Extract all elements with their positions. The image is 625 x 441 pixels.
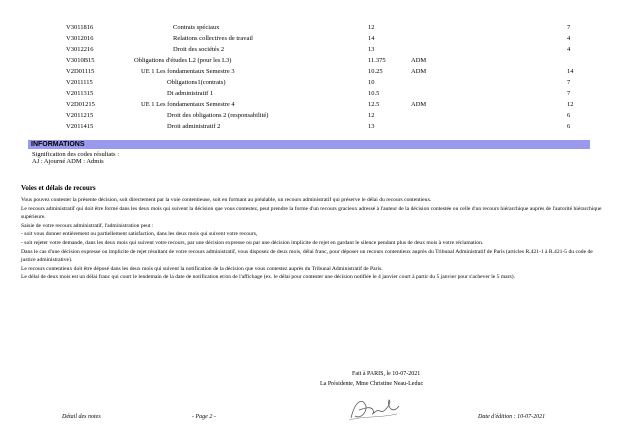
course-label: Contrats spéciaux [173,24,220,31]
course-code: V3012216 [66,46,94,53]
table-row [58,55,613,66]
paragraph: Dans le cas d'une décision expresse ou implicite de rejet résultant de votre recours administratif, vous disposez de deux mois, délai franc, pour déposer un recours contentieux auprès du Tribunal Administratif de Paris (articles R.421-1 à R.421-5 du code de justice administrative). [21,248,593,264]
footer-date: Date d'édition : 10-07-2021 [478,414,546,420]
footer-left: Détail des notes [62,414,101,420]
course-label: Droit des obligations 2 (responsabilité) [167,112,269,119]
codes-legend: AJ : Ajourné ADM : Admis [32,158,104,165]
course-grade: 13 [368,46,375,53]
course-credits: 7 [567,24,571,31]
course-label: UE 1 Les fondamentaux Semestre 4 [141,101,235,108]
course-code: V2D01115 [66,68,95,75]
course-label: Droit des sociétés 2 [173,46,225,53]
signature-image [345,394,405,424]
course-code: V3010B15 [66,57,95,64]
course-credits: 7 [567,90,571,97]
paragraph: Le recours contentieux doit être déposé dans les deux mois qui suivent la notification de la décision que vous contestez auprès du Tribunal Administratif de Paris. [21,265,383,272]
course-label: Dt administratif 1 [167,90,214,97]
course-grade: 12 [368,112,375,119]
course-label: Droit administratif 2 [167,123,221,130]
table-row [58,44,613,55]
course-grade: 10.25 [368,68,383,75]
course-grade: 12 [368,24,375,31]
course-code: V2011215 [66,112,94,119]
table-row [58,66,613,77]
voies-text [21,196,606,282]
course-label: Obligations d'études L2 (pour les L3) [134,57,232,64]
paragraph: Le recours administratif qui doit être formé dans les deux mois qui suivent la décision que vous contestez, peut prendre la forme d'un recours gracieux adressé à l'auteur de la décision contestée ou celle d'un recours hiérarchique auprès de l'autorité hiérarchique supérieure. [21,205,602,221]
table-row [58,77,613,88]
signatory: La Présidente, Mme Christine Neau-Leduc [320,381,424,387]
table-row [58,110,613,121]
voies-title: Voies et délais de recours [21,184,96,192]
table-row [58,33,613,44]
footer-page: - Page 2 - [192,414,216,420]
course-code: V2011115 [66,79,93,86]
course-credits: 6 [567,123,571,130]
course-code: V2D01215 [66,101,95,108]
course-code: V2011415 [66,123,94,130]
paragraph: Saisie de votre recours administratif, l'administration peut : [21,222,154,229]
table-row [58,88,613,99]
course-credits: 14 [567,68,574,75]
course-grade: 12.5 [368,101,380,108]
paragraph: - soit rejeter votre demande, dans les deux mois qui suivent votre recours, par une décision expresse ou par une décision implicite de rejet en gardant le silence pendant plus de deux mois à votre réclamation. [21,239,484,246]
grades-table [58,22,613,132]
course-label: UE 1 Les fondamentaux Semestre 3 [141,68,235,75]
table-row [58,121,613,132]
course-grade: 13 [368,123,375,130]
course-grade: 10.5 [368,90,380,97]
course-credits: 12 [567,101,574,108]
course-grade: 14 [368,35,375,42]
codes-legend-title: Signification des codes résultats : [32,151,120,158]
paragraph: - soit vous donner entièrement ou partiellement satisfaction, dans les deux mois qui suivent votre recours, [21,231,258,238]
informations-header: INFORMATIONS [28,140,590,149]
course-code: V3011816 [66,24,94,31]
course-credits: 4 [567,35,571,42]
table-row [58,99,613,110]
course-code: V2011315 [66,90,94,97]
course-grade: 11.375 [368,57,386,64]
course-credits: 7 [567,79,571,86]
course-result: ADM [411,57,427,64]
course-grade: 10 [368,79,375,86]
paragraph: Le délai de deux mois est un délai franc qui court le lendemain de la date de notification et/on de l'affichage (ex. le délai pour contester une décision notifiée le 4 janvier court à partir du 5 janvier pour s'achever le 5 mars). [21,274,515,281]
course-code: V3012016 [66,35,94,42]
course-label: Relations collectives de travail [173,35,253,42]
course-credits: 6 [567,112,571,119]
course-credits: 4 [567,46,571,53]
place-date: Fait à PARIS, le 10-07-2021 [352,371,421,377]
course-label: Obligations1(contrats) [167,79,226,86]
paragraph: Vous pouvez contester la présente décision, soit directement par la voie contentieuse, soit en formant au préalable, un recours administratif qui préserve le délai du recours contentieux. [21,197,432,203]
table-row [58,22,613,33]
course-result: ADM [411,101,427,108]
course-result: ADM [411,68,427,75]
